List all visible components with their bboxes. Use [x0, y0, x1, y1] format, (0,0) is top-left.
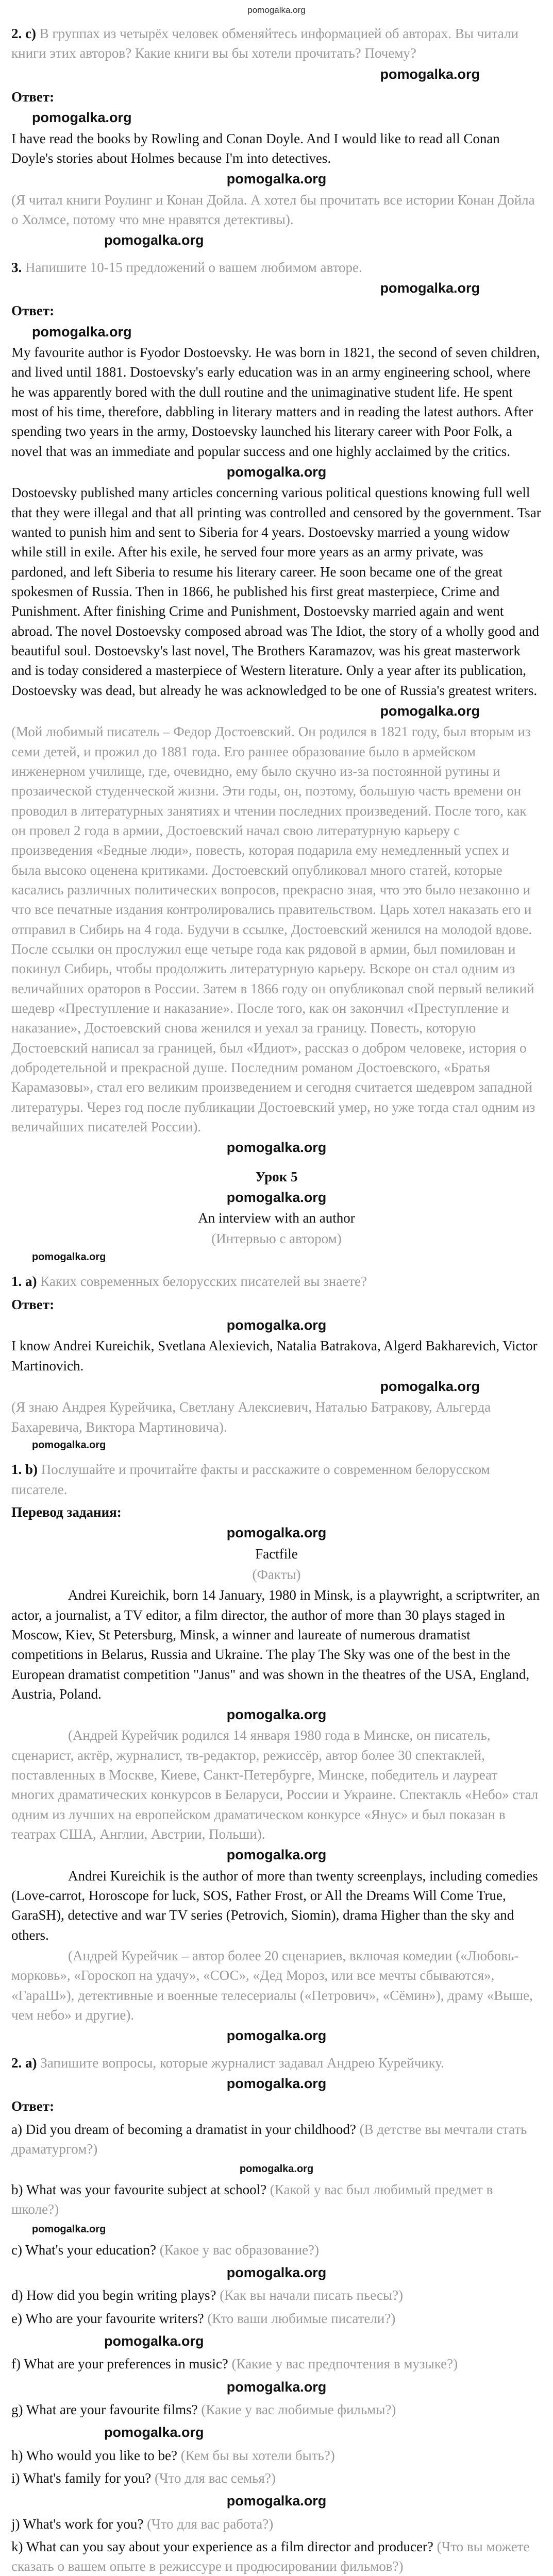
exercise-question: В группах из четырёх человек обменяйтесь информацией об авторах. Вы читали книги этих авторов? Какие книги вы бы хотели прочитать? Почему? [11, 26, 518, 61]
watermark: pomogalka.org [32, 1439, 106, 1451]
watermark: pomogalka.org [380, 703, 480, 719]
answer-text-en: I know Andrei Kureichik, Svetlana Alexievich, Natalia Batrakova, Algerd Bakharevich, Victor Martinovich. [11, 1338, 538, 1374]
watermark: pomogalka.org [226, 1317, 327, 1333]
factfile-title-ru: (Факты) [252, 1566, 301, 1582]
watermark: pomogalka.org [104, 2425, 204, 2441]
exercise-number: 3. [11, 259, 22, 275]
watermark: pomogalka.org [226, 1525, 327, 1541]
exercise-question: Напишите 10-15 предложений о вашем любимом авторе. [25, 259, 362, 275]
answer-label: Ответ: [11, 89, 55, 105]
question-list [11, 2120, 542, 2576]
exercise-3 [11, 230, 542, 1157]
watermark: pomogalka.org [380, 66, 480, 82]
answer-label: Ответ: [11, 303, 55, 319]
list-item: k) What can you say about your experience as a film director and producer? (Что вы можете сказать о вашем опыте в режиссуре и продюсировании фильмов?) [11, 2539, 530, 2574]
factfile-paragraph: Andrei Kureichik, born 14 January, 1980 in Minsk, is a playwright, a scriptwriter, an actor, a journalist, a TV editor, a film director, the author of more than 30 plays staged in Moscow, Kiev, St Petersburg, Minsk, a winner and laureate of numerous dramatist competitions in Belarus, Russia and Ukraine. The play The Sky was one of the best in the European dramatist competition "Janus" and was shown in the theatres of the USA, England, Austria, Poland. [11, 1587, 540, 1702]
answer-text-en: I have read the books by Rowling and Conan Doyle. And I would like to read all Conan Doyle's stories about Holmes because I'm into detectives. [11, 130, 500, 166]
watermark: pomogalka.org [32, 2224, 106, 2235]
answer-text-en: Dostoevsky published many articles concerning various political questions knowing full well that they were illegal and that all printing was controlled and censored by the government. Tsar wanted to punish him and sent to Siberia for 4 years. Dostoevsky married a young widow while still in exile. After his exile, he served four more years as an army private, was pardoned, and left Siberia to resume his literary career. He soon became one of the great spokesmen of Russia. Then in 1866, he published his first great masterpiece, Crime and Punishment. After finishing Crime and Punishment, Dostoevsky married again and went abroad. The novel Dostoevsky composed abroad was The Idiot, the story of a wholly good and beautiful soul. Dostoevsky's last novel, The Brothers Karamazov, was his great masterwork and is today considered a masterpiece of Western literature. Only a year after its publication, Dostoevsky was dead, but already he was acknowledged to be one of Russia's greatest writers. [11, 485, 541, 698]
list-item: a) Did you dream of becoming a dramatist in your childhood? (В детстве вы мечтали стать драматургом?) [11, 2121, 527, 2157]
watermark: pomogalka.org [380, 1378, 480, 1394]
watermark: pomogalka.org [104, 2333, 204, 2349]
exercise-1b [11, 1438, 542, 2025]
answer-text-en: My favourite author is Fyodor Dostoevsky. He was born in 1821, the second of seven children, and lived until 1881. Dostoevsky's early education was in an army engineering school, where he was apparently bored with the dull routine and the unimaginative student life. He spent most of his time, therefore, dabbling in literary matters and in reading the latest authors. After spending two years in the army, Dostoevsky launched his literary career with Poor Folk, a novel that was an immediate and popular success and one highly acclaimed by the critics. [11, 345, 540, 459]
list-item: i) What's family for you? (Что для вас семья?) [11, 2470, 276, 2486]
exercise-2c [11, 24, 542, 229]
factfile-paragraph-ru: (Андрей Курейчик родился 14 января 1980 года в Минске, он писатель, сценарист, актёр, журналист, тв-редактор, режиссёр, автор более 30 спектаклей, поставленных в Москве, Киеве, Санкт-Петербурге, Минске, победитель и лауреат многих драматических конкурсов в Беларуси, России и Украине. Спектакль «Небо» стал одним из лучших на европейском драматическом конкурсе «Янус» и был показан в театрах США, Англии, Австрии, Польши). [11, 1727, 539, 1842]
watermark: pomogalka.org [32, 1251, 106, 1263]
watermark: pomogalka.org [226, 1189, 327, 1205]
watermark: pomogalka.org [226, 2076, 327, 2092]
list-item: d) How did you begin writing plays? (Как вы начали писать пьесы?) [11, 2287, 404, 2303]
factfile-paragraph: Andrei Kureichik is the author of more than twenty screenplays, including comedies (Love-carrot, Horoscope for luck, SOS, Father Frost, or All the Dreams Will Come True, GaraSH), detective and war TV series (Petrovich, Siomin), drama Higher than the sky and others. [11, 1868, 538, 1943]
exercise-question: Послушайте и прочитайте факты и расскажите о современном белорусском писателе. [11, 1462, 490, 1497]
lesson-subtitle-ru: (Интервью с автором) [211, 1231, 342, 1247]
watermark: pomogalka.org [226, 1140, 327, 1156]
watermark: pomogalka.org [226, 2379, 327, 2395]
list-item: c) What's your education? (Какое у вас образование?) [11, 2242, 320, 2258]
answer-label: Ответ: [11, 1296, 55, 1312]
lesson-subtitle: An interview with an author [198, 1210, 355, 1226]
list-item: g) What are your favourite films? (Какие у вас любимые фильмы?) [11, 2402, 396, 2418]
list-item: e) Who are your favourite writers? (Кто ваши любимые писатели?) [11, 2310, 396, 2326]
list-item: h) Who would you like to be? (Кем бы вы хотели быть?) [11, 2447, 335, 2463]
factfile-title: Factfile [255, 1546, 298, 1562]
exercise-question: Каких современных белорусских писателей вы знаете? [40, 1274, 367, 1290]
watermark: pomogalka.org [226, 1707, 327, 1723]
answer-text-ru: (Я читал книги Роулинг и Конан Дойла. А хотел бы прочитать все истории Конан Дойла о Холмсе, потому что мне нравятся детективы). [11, 192, 535, 228]
watermark: pomogalka.org [226, 171, 327, 187]
list-item: f) What are your preferences in music? (Какие у вас предпочтения в музыке?) [11, 2356, 458, 2372]
lesson-title: Урок 5 [255, 1168, 298, 1184]
exercise-number: 2. c) [11, 26, 36, 42]
watermark: pomogalka.org [380, 280, 480, 296]
list-item: j) What's work for you? (Что для вас работа?) [11, 2516, 274, 2532]
lesson-header [11, 1167, 542, 1249]
watermark: pomogalka.org [32, 324, 132, 340]
watermark: pomogalka.org [104, 232, 204, 248]
factfile-paragraph-ru: (Андрей Курейчик – автор более 20 сценариев, включая комедии («Любовь-морковь», «Гороскоп на удачу», «СОС», «Дед Мороз, или все мечты сбываются», «ГараШ»), детективные и военные телесериалы («Петрович», «Сёмин»), драму «Выше, чем небо» и другие). [11, 1948, 533, 2023]
watermark: pomogalka.org [226, 2493, 327, 2509]
watermark: pomogalka.org [226, 1847, 327, 1863]
answer-text-ru: (Я знаю Андрея Курейчика, Светлану Алексиевич, Наталью Батракову, Альгерда Бахаревича, Виктора Мартиновича). [11, 1399, 491, 1435]
answer-label: Ответ: [11, 2098, 55, 2114]
exercise-number: 1. a) [11, 1274, 37, 1290]
exercise-question: Запишите вопросы, которые журналист задавал Андрею Курейчику. [40, 2055, 444, 2071]
exercise-2a [11, 2026, 542, 2576]
watermark: pomogalka.org [226, 464, 327, 480]
watermark: pomogalka.org [239, 2163, 314, 2175]
exercise-1a [11, 1250, 542, 1437]
watermark: pomogalka.org [32, 110, 132, 126]
watermark: pomogalka.org [226, 2265, 327, 2281]
watermark: pomogalka.org [226, 2028, 327, 2044]
translation-label: Перевод задания: [11, 1504, 122, 1520]
answer-text-ru: (Мой любимый писатель – Федор Достоевский. Он родился в 1821 году, был вторым из семи детей, и прожил до 1881 года. Его раннее образование было в армейском инженерном училище, где, очевидно, ему было скучно из-за постоянной рутины и прозаической студенческой жизни. Эти годы, он, поэтому, большую часть времени он проводил в литературных занятиях и чтении последних произведений. После того, как он провел 2 года в армии, Достоевский начал свою литературную карьеру с произведения «Бедные люди», повесть, которая подарила ему немедленный успех и была высоко оценена критиками. Достоевский опубликовал много статей, которые касались различных политических вопросов, прекрасно зная, что это было незаконно и что все печатные издания контролировались правительством. Царь хотел наказать его и отправил в Сибирь на 4 года. Будучи в ссылке, Достоевский женился на молодой вдове. После ссылки он прослужил еще четыре года как рядовой в армии, был помилован и покинул Сибирь, чтобы продолжить литературную карьеру. Вскоре он стал одним из величайших ораторов в России. Затем в 1866 году он опубликовал свой первый великий шедевр «Преступление и наказание». После того, как он закончил «Преступление и наказание», Достоевский снова женился и уехал за границу. Повесть, которую Достоевский написал за границей, был «Идиот», рассказ о добром человеке, история о добродетельной и прекрасной душе. Последним романом Достоевского, «Братья Карамазовы», стал его великим произведением и сегодня считается шедевром западной литературы. Через год после публикации Достоевский умер, но уже тогда стал одним из величайших писателей России). [11, 724, 535, 1134]
list-item: b) What was your favourite subject at school? (Какой у вас был любимый предмет в школе?) [11, 2181, 493, 2217]
site-header: pomogalka.org [247, 5, 306, 15]
exercise-number: 2. a) [11, 2055, 37, 2071]
exercise-number: 1. b) [11, 1462, 38, 1478]
